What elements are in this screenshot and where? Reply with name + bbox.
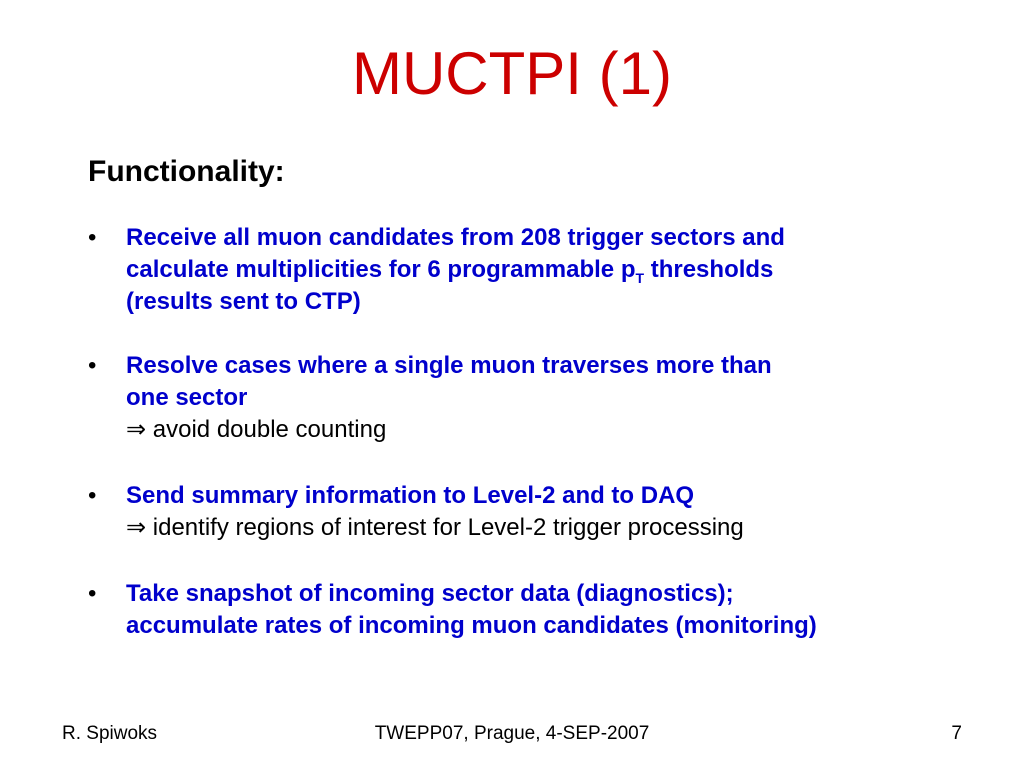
bullet-consequence: ⇒ identify regions of interest for Level-2 trigger processing: [126, 514, 744, 541]
bullet-text: accumulate rates of incoming muon candidates (monitoring): [126, 612, 817, 639]
bullet-body: [126, 222, 966, 318]
bullet-marker: •: [88, 580, 97, 607]
bullet-text: one sector: [126, 384, 248, 411]
bullet-text: Send summary information to Level-2 and to DAQ: [126, 482, 695, 509]
bullet-text: Resolve cases where a single muon traverses more than: [126, 352, 772, 379]
bullet-text: Receive all muon candidates from 208 trigger sectors and: [126, 224, 785, 251]
subscript-t: T: [635, 270, 645, 286]
bullet-marker: •: [88, 352, 97, 379]
bullet-body: [126, 578, 966, 642]
slide-title: MUCTPI (1): [352, 40, 672, 107]
bullet-text: (results sent to CTP): [126, 288, 361, 315]
bullet-text: Take snapshot of incoming sector data (diagnostics);: [126, 580, 734, 607]
bullet-text-pt: [126, 254, 966, 286]
bullet-consequence: ⇒ avoid double counting: [126, 416, 387, 443]
bullet-marker: •: [88, 482, 97, 509]
bullet-body: [126, 350, 966, 446]
footer-author: R. Spiwoks: [62, 723, 158, 744]
footer-event: TWEPP07, Prague, 4-SEP-2007: [374, 723, 650, 744]
bullet-text-pt-post: thresholds: [644, 256, 774, 283]
bullet-body: [126, 480, 966, 544]
bullet-text-pt-pre: calculate multiplicities for 6 programmable p: [126, 256, 636, 283]
footer-page-number: 7: [951, 723, 962, 744]
bullet-marker: •: [88, 224, 97, 251]
section-heading: Functionality:: [88, 155, 285, 188]
